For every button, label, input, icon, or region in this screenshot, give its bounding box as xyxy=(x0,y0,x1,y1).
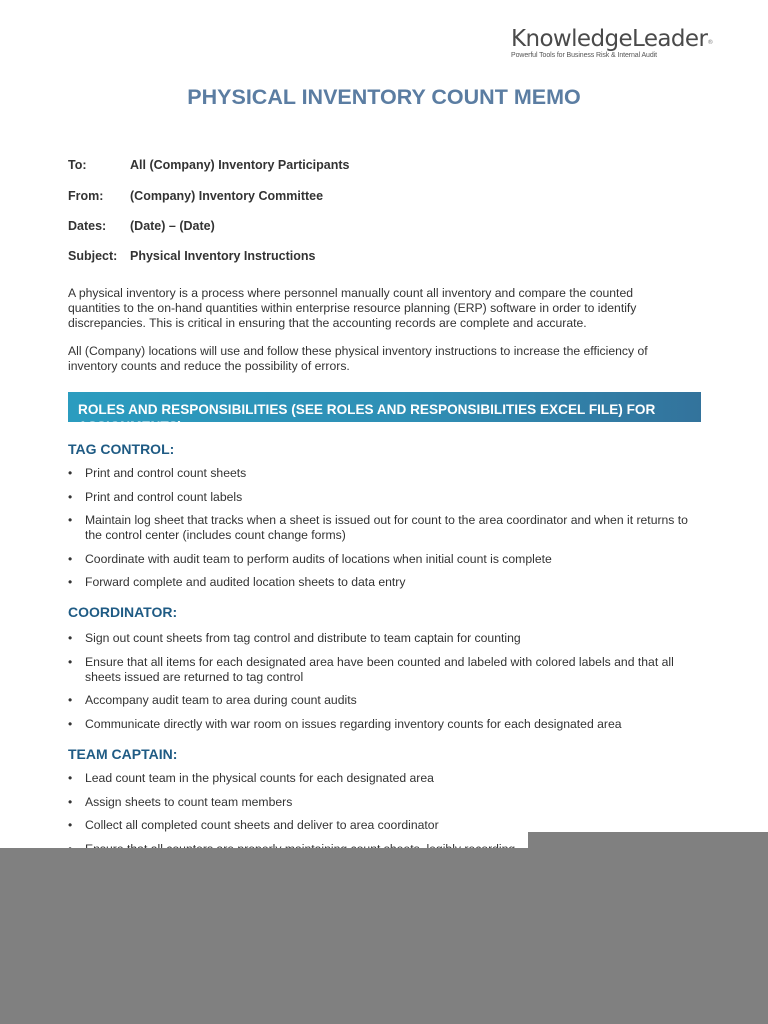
logo-wordmark xyxy=(511,25,711,53)
roles-section-banner xyxy=(68,392,701,434)
memo-dates-row xyxy=(68,219,215,233)
memo-from-label: From: xyxy=(68,189,104,203)
memo-to-value: All (Company) Inventory Participants xyxy=(130,158,350,172)
intro-paragraph-2: All (Company) locations will use and follow these physical inventory instructions to increase the efficiency of inventory counts and reduce the possibility of errors. xyxy=(68,344,648,373)
list-item: • Print and control count sheets xyxy=(68,466,698,481)
list-item: • Coordinate with audit team to perform audits of locations when initial count is complete xyxy=(68,552,698,567)
coordinator-list xyxy=(68,631,698,740)
memo-to-row xyxy=(68,158,349,172)
preview-overlay xyxy=(0,848,768,1024)
list-item: • Lead count team in the physical counts for each designated area xyxy=(68,771,698,786)
memo-subject-label: Subject: xyxy=(68,249,118,263)
memo-subject-value: Physical Inventory Instructions xyxy=(130,249,316,263)
memo-from-value: (Company) Inventory Committee xyxy=(130,189,324,203)
logo-name-part1: Knowledge xyxy=(511,26,633,52)
logo-tagline: Powerful Tools for Business Risk & Internal Audit xyxy=(511,52,657,59)
intro-paragraph-1: A physical inventory is a process where personnel manually count all inventory and compare the counted quantities to the on-hand quantities within enterprise resource planning (ERP) software in order to identify discrepancies. This is critical in ensuring that the accounting records are complete and accurate. xyxy=(68,286,637,330)
memo-title: PHYSICAL INVENTORY COUNT MEMO xyxy=(187,85,581,109)
memo-to-label: To: xyxy=(68,158,87,172)
memo-dates-value: (Date) – (Date) xyxy=(130,219,215,233)
list-item: • Maintain log sheet that tracks when a sheet is issued out for count to the area coordinator and when it returns to the control center (includes count change forms) xyxy=(68,513,698,543)
list-item: • Accompany audit team to area during count audits xyxy=(68,693,698,708)
memo-from-row xyxy=(68,189,323,203)
coordinator-heading: COORDINATOR: xyxy=(68,604,178,620)
logo-trademark: ® xyxy=(707,39,713,46)
preview-overlay-step xyxy=(528,832,768,848)
list-item: • Sign out count sheets from tag control and distribute to team captain for counting xyxy=(68,631,698,646)
list-item: • Ensure that all items for each designated area have been counted and labeled with colored labels and that all sheets issued are returned to tag control xyxy=(68,655,698,685)
roles-banner-text: ROLES AND RESPONSIBILITIES (SEE ROLES AND RESPONSIBILITIES EXCEL FILE) FOR ASSIGNMENTS) xyxy=(78,402,656,434)
logo-name-part2: Leader xyxy=(632,26,708,52)
list-item: • Collect all completed count sheets and deliver to area coordinator xyxy=(68,818,698,833)
list-item: • Assign sheets to count team members xyxy=(68,795,698,810)
list-item: • Forward complete and audited location sheets to data entry xyxy=(68,575,698,590)
list-item: • Communicate directly with war room on issues regarding inventory counts for each designated area xyxy=(68,717,698,732)
team-captain-heading: TEAM CAPTAIN: xyxy=(68,746,178,762)
memo-dates-label: Dates: xyxy=(68,219,107,233)
list-item: • Print and control count labels xyxy=(68,490,698,505)
tag-control-heading: TAG CONTROL: xyxy=(68,441,175,457)
tag-control-list xyxy=(68,466,698,599)
memo-subject-row xyxy=(68,249,315,263)
knowledgeleader-logo xyxy=(511,25,711,59)
